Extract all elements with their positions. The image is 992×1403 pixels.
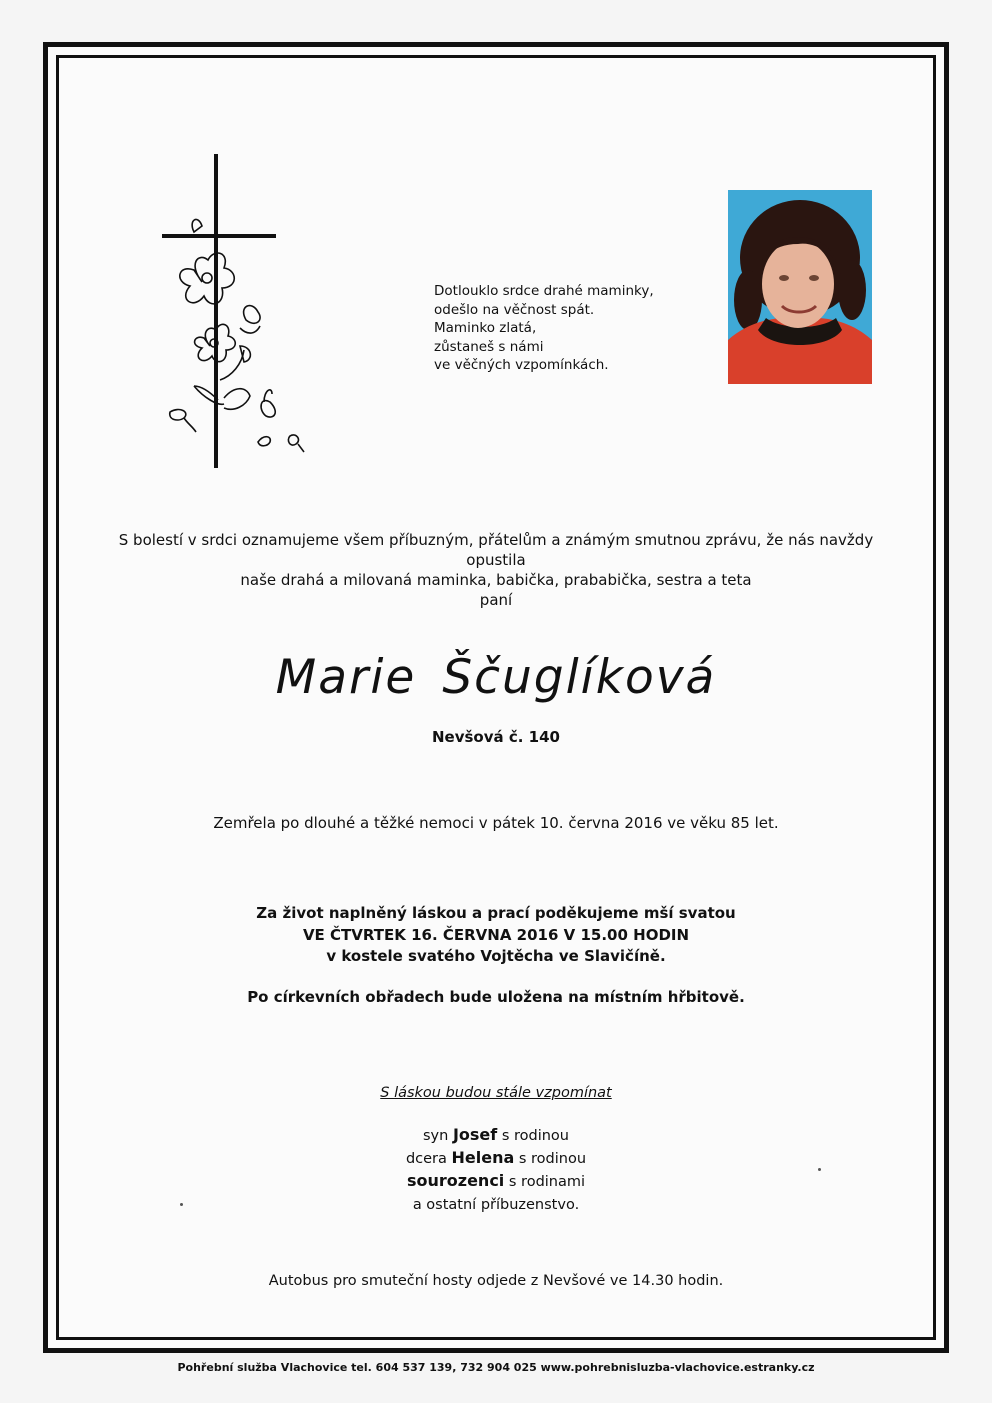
ceremony-info [90, 903, 902, 968]
ceremony-location: v kostele svatého Vojtěcha ve Slavičíně. [326, 947, 666, 965]
cross-with-flowers-icon [160, 150, 320, 470]
poem-line: Dotlouklo srdce drahé maminky, [434, 283, 654, 299]
announcement-line: S bolestí v srdci oznamujeme všem příbuzným, přátelům a známým smutnou zprávu, že nás navždy opustila [118, 531, 874, 569]
memorial-poem [434, 282, 694, 375]
last-name: Ščuglíková [442, 650, 717, 705]
mourners-list [90, 1124, 902, 1216]
announcement-line: naše drahá a milovaná maminka, babička, prababička, sestra a teta [240, 571, 752, 589]
mourners-heading: S láskou budou stále vzpomínat [380, 1085, 612, 1101]
mourner-row: sourozenci s rodinami [406, 1171, 586, 1190]
deceased-name [90, 650, 902, 705]
death-notice: Zemřela po dlouhé a těžké nemoci v pátek 10. června 2016 ve věku 85 let. [213, 814, 779, 832]
portrait-photo [728, 190, 872, 384]
announcement-text [90, 530, 902, 590]
poem-line: ve věčných vzpomínkách. [434, 357, 609, 373]
mourner-row: syn Josef s rodinou [423, 1125, 569, 1144]
mourner-row: dcera Helena s rodinou [405, 1148, 587, 1167]
ceremony-date: VE ČTVRTEK 16. ČERVNA 2016 V 15.00 HODIN [302, 925, 690, 944]
mourner-row: a ostatní příbuzenstvo. [412, 1197, 580, 1213]
first-name: Marie [275, 650, 417, 705]
bus-notice: Autobus pro smuteční hosty odjede z Nevšové ve 14.30 hodin. [268, 1273, 724, 1289]
poem-line: Maminko zlatá, [434, 320, 537, 336]
poem-line: odešlo na věčnost spát. [434, 301, 595, 318]
speck [818, 1168, 821, 1171]
burial-info: Po církevních obřadech bude uložena na místním hřbitově. [247, 988, 745, 1006]
honorific: paní [479, 591, 513, 609]
speck [180, 1203, 183, 1206]
ceremony-line: Za život naplněný láskou a prací poděkujeme mší svatou [256, 904, 736, 922]
deceased-address: Nevšová č. 140 [432, 728, 560, 746]
funeral-service-footer: Pohřební služba Vlachovice tel. 604 537 139, 732 904 025 www.pohrebnisluzba-vlachovice.estranky.cz [177, 1361, 815, 1374]
poem-line: zůstaneš s námi [434, 338, 544, 355]
